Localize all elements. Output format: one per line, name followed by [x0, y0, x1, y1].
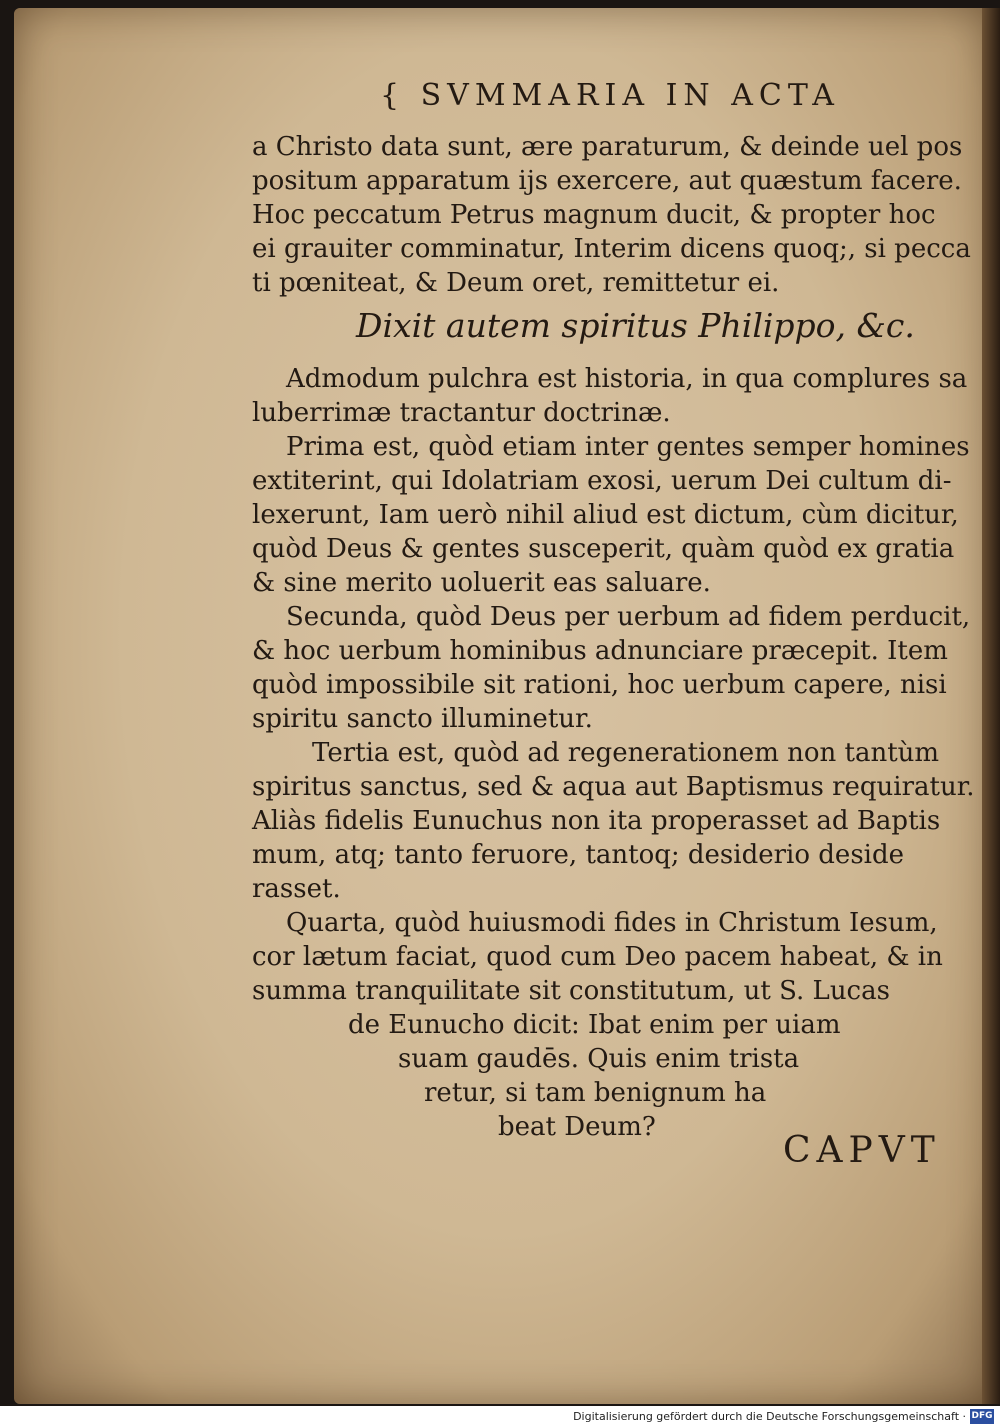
text-line: lexerunt, Iam uerò nihil aliud est dictum, cùm dicitur,	[252, 500, 959, 530]
text-line: positum apparatum ijs exercere, aut quæstum facere.	[252, 166, 962, 196]
text-line: beat Deum?	[498, 1112, 656, 1142]
text-line: extiterint, qui Idolatriam exosi, uerum Dei cultum di-	[252, 466, 952, 496]
text-line: Aliàs fidelis Eunuchus non ita properasset ad Baptis	[252, 806, 941, 836]
text-line: suam gaudēs. Quis enim trista	[398, 1044, 800, 1074]
text-line: & hoc uerbum hominibus adnunciare præcepit. Item	[252, 636, 948, 666]
text-line: Quarta, quòd huiusmodi fides in Christum Iesum,	[286, 908, 938, 938]
text-line: cor lætum faciat, quod cum Deo pacem habeat, & in	[252, 942, 943, 972]
text-line: ei grauiter comminatur, Interim dicens quoq;, si pecca	[252, 234, 971, 264]
footer-credit: Digitalisierung gefördert durch die Deutsche Forschungsgemeinschaft ·	[573, 1410, 966, 1423]
footer-bar	[0, 1406, 1000, 1426]
text-line: Tertia est, quòd ad regenerationem non tantùm	[312, 738, 940, 768]
text-line: Admodum pulchra est historia, in qua complures sa	[286, 364, 968, 394]
text-line: Prima est, quòd etiam inter gentes semper homines	[286, 432, 970, 462]
book-edge	[982, 8, 1000, 1404]
running-header: { SVMMARIA IN ACTA	[380, 78, 840, 113]
text-line: Hoc peccatum Petrus magnum ducit, & propter hoc	[252, 200, 936, 230]
text-line: quòd Deus & gentes susceperit, quàm quòd ex gratia	[252, 534, 955, 564]
text-line: mum, atq; tanto feruore, tantoq; desiderio deside	[252, 840, 905, 870]
text-line: Secunda, quòd Deus per uerbum ad fidem perducit,	[286, 602, 971, 632]
text-line: luberrimæ tractantur doctrinæ.	[252, 398, 671, 428]
text-line: spiritus sanctus, sed & aqua aut Baptismus requiratur.	[252, 772, 975, 802]
catchword: CAPVT	[783, 1130, 941, 1171]
text-line: retur, si tam benignum ha	[424, 1078, 767, 1108]
text-line: spiritu sancto illuminetur.	[252, 704, 593, 734]
text-line: quòd impossibile sit rationi, hoc uerbum capere, nisi	[252, 670, 947, 700]
dfg-logo: DFG	[970, 1409, 994, 1424]
text-line: & sine merito uoluerit eas saluare.	[252, 568, 711, 598]
text-line: ti pœniteat, & Deum oret, remittetur ei.	[252, 268, 780, 298]
text-line: rasset.	[252, 874, 341, 904]
text-line: de Eunucho dicit: Ibat enim per uiam	[348, 1010, 841, 1040]
text-line: a Christo data sunt, ære paraturum, & deinde uel pos	[252, 132, 963, 162]
text-line: summa tranquilitate sit constitutum, ut S. Lucas	[252, 976, 890, 1006]
section-heading: Dixit autem spiritus Philippo, &c.	[356, 306, 915, 345]
